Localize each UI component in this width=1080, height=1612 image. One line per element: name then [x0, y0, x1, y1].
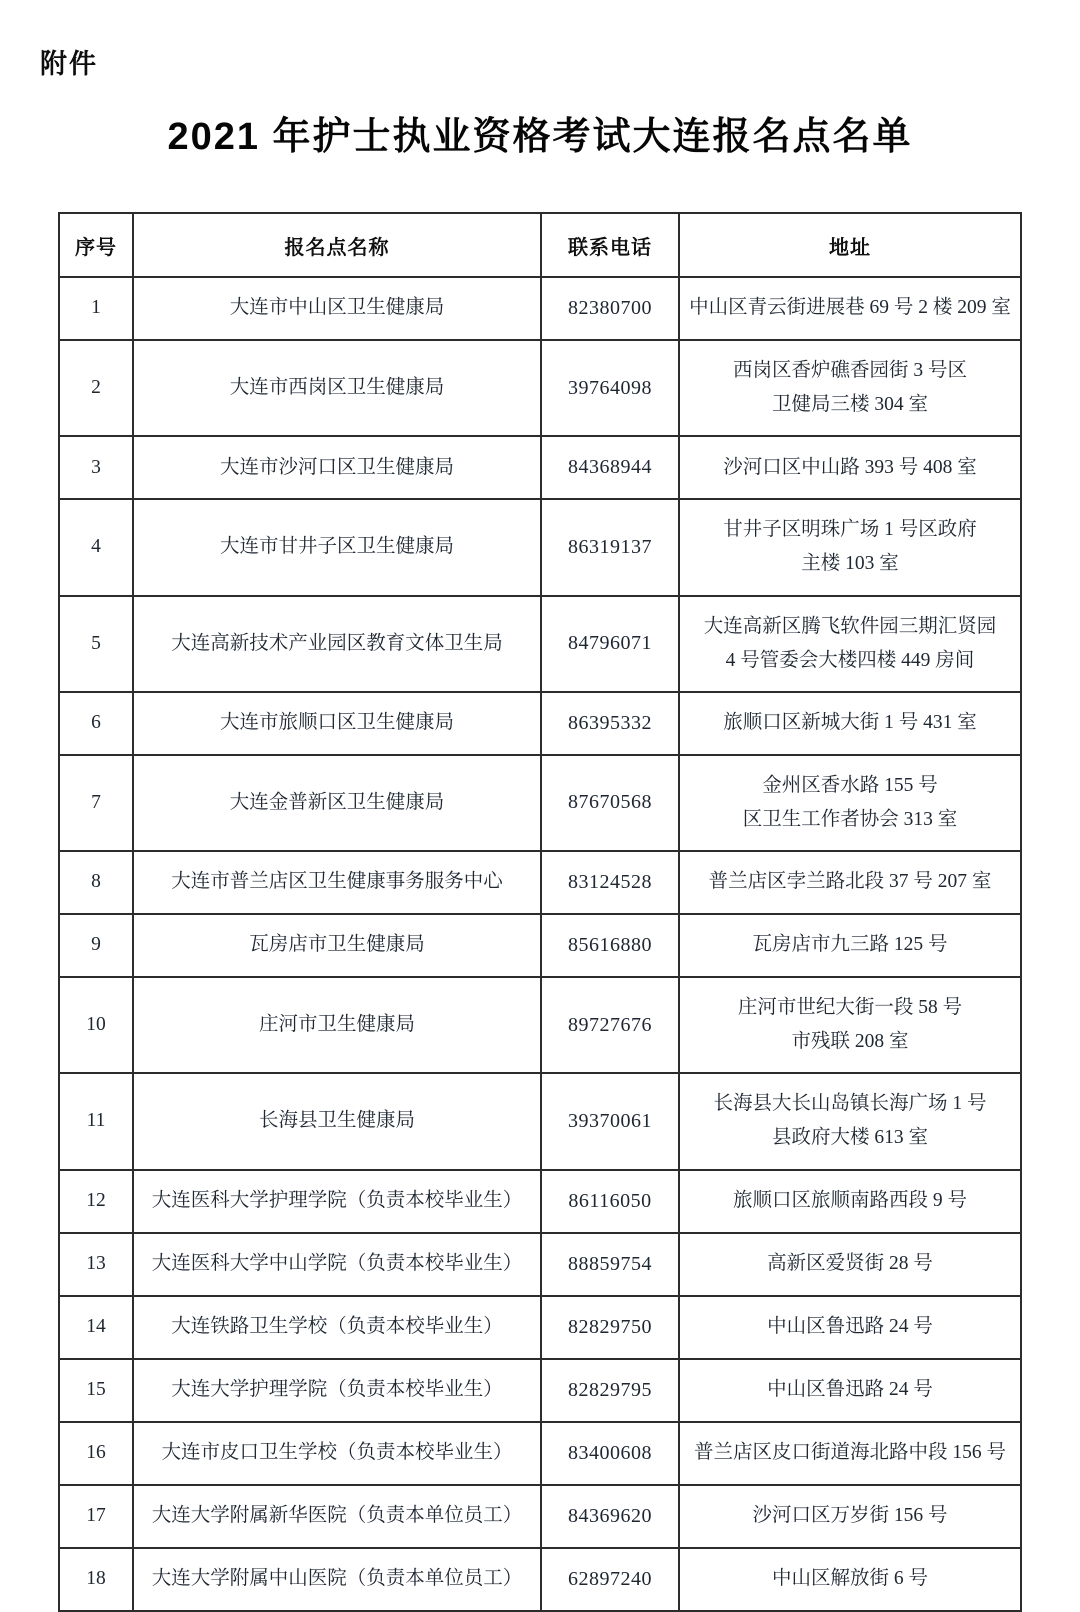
- address-line: 旅顺口区新城大街 1 号 431 室: [723, 712, 977, 734]
- address-line: 中山区鲁迅路 24 号: [767, 1378, 933, 1400]
- address-line: 主楼 103 室: [801, 553, 899, 575]
- address-line: 县政府大楼 613 室: [771, 1127, 928, 1149]
- serial-number-cell: 13: [59, 1233, 133, 1296]
- serial-number-cell: 6: [59, 692, 133, 755]
- page-title: 2021 年护士执业资格考试大连报名点名单: [167, 116, 913, 158]
- phone-cell: 87670568: [541, 755, 679, 851]
- table-row: [59, 596, 1021, 692]
- serial-number-cell: 4: [59, 499, 133, 595]
- address-cell: [679, 436, 1021, 499]
- site-name-cell: 大连铁路卫生学校（负责本校毕业生）: [133, 1296, 541, 1359]
- site-name-cell: 长海县卫生健康局: [133, 1073, 541, 1169]
- serial-number-cell: 12: [59, 1170, 133, 1233]
- registration-points-table: [58, 212, 1022, 1612]
- address-line: 中山区青云街进展巷 69 号 2 楼 209 室: [689, 297, 1011, 319]
- address-line: 甘井子区明珠广场 1 号区政府: [723, 519, 977, 541]
- phone-cell: 85616880: [541, 914, 679, 977]
- phone-cell: 39764098: [541, 340, 679, 436]
- phone-cell: 86116050: [541, 1170, 679, 1233]
- table-row: [59, 692, 1021, 755]
- site-name-cell: 瓦房店市卫生健康局: [133, 914, 541, 977]
- header-phone: 联系电话: [541, 213, 679, 277]
- address-line: 4 号管委会大楼四楼 449 房间: [725, 649, 975, 671]
- address-line: 庄河市世纪大街一段 58 号: [737, 997, 963, 1018]
- address-line: 普兰店区皮口街道海北路中段 156 号: [693, 1441, 1006, 1463]
- address-line: 沙河口区中山路 393 号 408 室: [723, 456, 977, 478]
- table-row: [59, 1170, 1021, 1233]
- phone-cell: 83124528: [541, 851, 679, 914]
- address-cell: [679, 914, 1021, 977]
- phone-cell: 83400608: [541, 1422, 679, 1485]
- table-header-row: [59, 213, 1021, 277]
- site-name-cell: 庄河市卫生健康局: [133, 977, 541, 1073]
- site-name-cell: 大连大学附属中山医院（负责本单位员工）: [133, 1548, 541, 1611]
- serial-number-cell: 18: [59, 1548, 133, 1611]
- table-row: [59, 851, 1021, 914]
- serial-number-cell: 17: [59, 1485, 133, 1548]
- address-cell: [679, 1422, 1021, 1485]
- phone-cell: 84369620: [541, 1485, 679, 1548]
- serial-number-cell: 11: [59, 1073, 133, 1169]
- phone-cell: 86319137: [541, 499, 679, 595]
- site-name-cell: 大连医科大学中山学院（负责本校毕业生）: [133, 1233, 541, 1296]
- phone-cell: 82380700: [541, 277, 679, 340]
- table-row: [59, 277, 1021, 340]
- site-name-cell: 大连市普兰店区卫生健康事务服务中心: [133, 851, 541, 914]
- serial-number-cell: 3: [59, 436, 133, 499]
- serial-number-cell: 8: [59, 851, 133, 914]
- address-line: 中山区鲁迅路 24 号: [767, 1315, 933, 1337]
- address-line: 旅顺口区旅顺南路西段 9 号: [732, 1189, 967, 1211]
- table-row: [59, 1233, 1021, 1296]
- site-name-cell: 大连市甘井子区卫生健康局: [133, 499, 541, 595]
- phone-cell: 82829795: [541, 1359, 679, 1422]
- table-row: [59, 499, 1021, 595]
- site-name-cell: 大连高新技术产业园区教育文体卫生局: [133, 596, 541, 692]
- table-header: [59, 213, 1021, 277]
- serial-number-cell: 15: [59, 1359, 133, 1422]
- address-line: 中山区解放街 6 号: [771, 1567, 928, 1589]
- phone-cell: 62897240: [541, 1548, 679, 1611]
- attachment-label: 附件: [40, 49, 98, 79]
- phone-cell: 84368944: [541, 436, 679, 499]
- address-line: 卫健局三楼 304 室: [771, 394, 928, 416]
- table-row: [59, 436, 1021, 499]
- site-name-cell: 大连大学附属新华医院（负责本单位员工）: [133, 1485, 541, 1548]
- table-body: [59, 277, 1021, 1611]
- address-cell: [679, 277, 1021, 340]
- table-row: [59, 1296, 1021, 1359]
- address-cell: [679, 692, 1021, 755]
- address-line: 西岗区香炉礁香园街 3 号区: [732, 360, 967, 381]
- header-address: 地址: [679, 213, 1021, 277]
- site-name-cell: 大连市皮口卫生学校（负责本校毕业生）: [133, 1422, 541, 1485]
- phone-cell: 89727676: [541, 977, 679, 1073]
- site-name-cell: 大连市沙河口区卫生健康局: [133, 436, 541, 499]
- phone-cell: 86395332: [541, 692, 679, 755]
- site-name-cell: 大连市旅顺口区卫生健康局: [133, 692, 541, 755]
- table-row: [59, 977, 1021, 1073]
- serial-number-cell: 1: [59, 277, 133, 340]
- address-cell: [679, 1359, 1021, 1422]
- serial-number-cell: 9: [59, 914, 133, 977]
- address-cell: [679, 755, 1021, 851]
- serial-number-cell: 2: [59, 340, 133, 436]
- table-row: [59, 914, 1021, 977]
- address-line: 大连高新区腾飞软件园三期汇贤园: [703, 615, 997, 637]
- address-cell: [679, 851, 1021, 914]
- address-cell: [679, 1296, 1021, 1359]
- address-cell: [679, 1485, 1021, 1548]
- address-cell: [679, 977, 1021, 1073]
- address-cell: [679, 1233, 1021, 1296]
- address-cell: [679, 1170, 1021, 1233]
- address-line: 瓦房店市九三路 125 号: [752, 934, 948, 956]
- table-row: [59, 1548, 1021, 1611]
- serial-number-cell: 7: [59, 755, 133, 851]
- address-cell: [679, 499, 1021, 595]
- site-name-cell: 大连市中山区卫生健康局: [133, 277, 541, 340]
- address-cell: [679, 1073, 1021, 1169]
- site-name-cell: 大连金普新区卫生健康局: [133, 755, 541, 851]
- address-line: 普兰店区孛兰路北段 37 号 207 室: [708, 871, 992, 893]
- serial-number-cell: 10: [59, 977, 133, 1073]
- header-site-name: 报名点名称: [133, 213, 541, 277]
- table-row: [59, 340, 1021, 436]
- address-line: 区卫生工作者协会 313 室: [742, 808, 958, 830]
- address-line: 金州区香水路 155 号: [762, 774, 938, 796]
- serial-number-cell: 5: [59, 596, 133, 692]
- table-row: [59, 1073, 1021, 1169]
- site-name-cell: 大连医科大学护理学院（负责本校毕业生）: [133, 1170, 541, 1233]
- table-row: [59, 1485, 1021, 1548]
- address-line: 沙河口区万岁街 156 号: [752, 1504, 948, 1526]
- address-cell: [679, 1548, 1021, 1611]
- phone-cell: 82829750: [541, 1296, 679, 1359]
- phone-cell: 39370061: [541, 1073, 679, 1169]
- address-cell: [679, 596, 1021, 692]
- phone-cell: 88859754: [541, 1233, 679, 1296]
- site-name-cell: 大连大学护理学院（负责本校毕业生）: [133, 1359, 541, 1422]
- table-row: [59, 755, 1021, 851]
- header-serial-number: 序号: [59, 213, 133, 277]
- address-line: 长海县大长山岛镇长海广场 1 号: [713, 1093, 987, 1115]
- address-line: 市残联 208 室: [791, 1031, 909, 1053]
- site-name-cell: 大连市西岗区卫生健康局: [133, 340, 541, 436]
- table-row: [59, 1359, 1021, 1422]
- serial-number-cell: 14: [59, 1296, 133, 1359]
- phone-cell: 84796071: [541, 596, 679, 692]
- address-cell: [679, 340, 1021, 436]
- serial-number-cell: 16: [59, 1422, 133, 1485]
- address-line: 高新区爱贤街 28 号: [767, 1252, 933, 1274]
- table-row: [59, 1422, 1021, 1485]
